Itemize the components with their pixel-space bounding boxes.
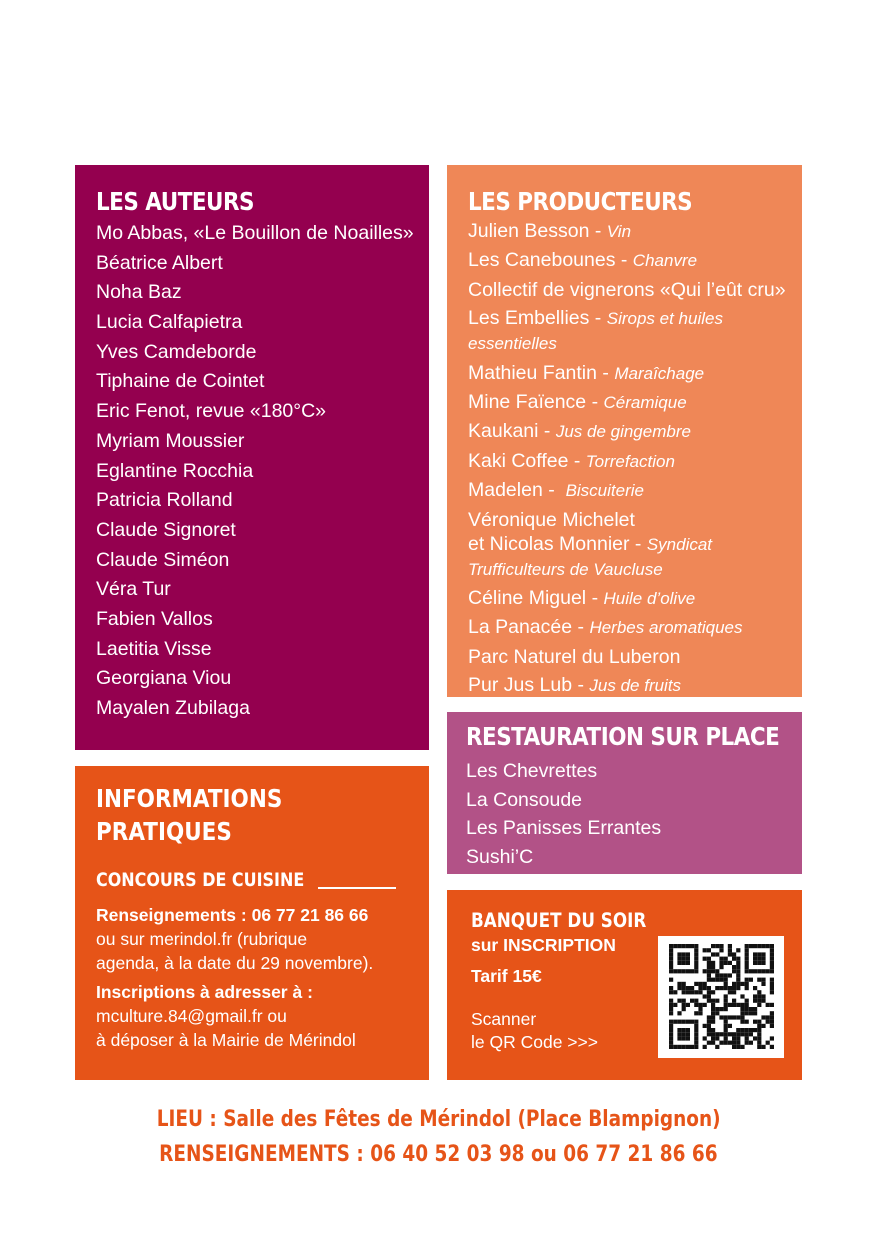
producteur-category: Vin — [606, 222, 632, 241]
producteur-category: Huile d’olive — [603, 588, 696, 608]
producteur-category: Syndicat — [646, 534, 713, 554]
producteur-category: Chanvre — [632, 251, 698, 271]
divider — [318, 887, 396, 889]
banquet-subtitle: sur INSCRIPTION — [471, 935, 616, 955]
auteurs-list — [96, 219, 429, 724]
producteurs-list — [468, 219, 802, 698]
restauration-list — [466, 758, 802, 872]
list-item: Claude Signoret — [96, 518, 236, 541]
list-item: Noha Baz — [96, 281, 182, 304]
list-item — [468, 508, 802, 582]
list-item — [468, 278, 802, 302]
separator: - — [572, 616, 590, 639]
list-item — [468, 478, 802, 503]
banquet-panel — [447, 890, 802, 1080]
producteur-name: Mathieu Fantin — [468, 361, 597, 384]
list-item — [468, 219, 802, 244]
producteur-category: Herbes aromatiques — [589, 618, 743, 638]
list-item: Eglantine Rocchia — [96, 459, 254, 482]
list-item — [468, 645, 802, 669]
producteur-name: Mine Faïence — [468, 390, 587, 413]
separator: - — [568, 449, 586, 472]
list-item — [468, 615, 802, 640]
list-item: Patricia Rolland — [96, 489, 233, 512]
auteurs-heading: LES AUTEURS — [96, 187, 254, 216]
inscriptions-label: Inscriptions à adresser à : — [96, 982, 313, 1002]
renseignements-label: Renseignements : 06 77 21 86 66 — [96, 905, 369, 925]
list-item: Les Panisses Errantes — [466, 817, 662, 839]
producteur-category-continued: Trufficulteurs de Vaucluse — [468, 559, 663, 579]
banquet-price: Tarif 15€ — [471, 966, 542, 986]
separator: - — [538, 420, 556, 443]
list-item — [468, 390, 802, 415]
producteur-name: Véronique Michelet — [468, 508, 635, 531]
qr-code[interactable] — [658, 936, 784, 1058]
renseignements-block — [96, 903, 373, 975]
producteur-category: Biscuiterie — [565, 481, 644, 501]
producteur-category: Sirops et huiles — [606, 309, 723, 329]
separator: - — [597, 361, 615, 384]
producteur-category: Jus de gingembre — [555, 422, 691, 442]
separator: - — [589, 307, 607, 330]
separator: - — [572, 674, 590, 697]
renseignements-text: agenda, à la date du 29 novembre). — [96, 953, 374, 973]
list-item: La Consoude — [466, 788, 583, 811]
list-item: Laetitia Visse — [96, 637, 212, 660]
restauration-panel — [447, 712, 802, 874]
inscriptions-block — [96, 980, 356, 1052]
scan-text: le QR Code >>> — [471, 1032, 598, 1052]
producteur-category: Torrefaction — [585, 451, 675, 471]
list-item — [468, 586, 802, 611]
concours-heading: CONCOURS DE CUISINE — [96, 869, 305, 891]
separator: - — [615, 249, 633, 272]
producteurs-panel — [447, 165, 802, 697]
informations-heading: INFORMATIONS — [96, 784, 283, 813]
separator: - — [589, 220, 607, 242]
separator: - — [542, 479, 566, 502]
producteur-category: Maraîchage — [614, 363, 705, 383]
producteur-name: Les Canebounes — [468, 249, 616, 272]
producteur-name: Pur Jus Lub — [468, 674, 573, 697]
producteur-category-continued: essentielles — [468, 334, 557, 354]
producteur-name: La Panacée — [468, 616, 573, 639]
list-item: Les Chevrettes — [466, 760, 598, 782]
auteurs-panel — [75, 165, 429, 750]
separator: - — [586, 390, 604, 413]
footer-renseignements — [0, 1142, 877, 1167]
producteurs-heading: LES PRODUCTEURS — [468, 187, 693, 216]
inscriptions-text: mculture.84@gmail.fr ou — [96, 1006, 287, 1026]
list-item: Fabien Vallos — [96, 607, 213, 630]
producteur-category: Jus de fruits — [589, 676, 682, 696]
list-item: Béatrice Albert — [96, 251, 223, 274]
producteur-name: Kaukani — [468, 420, 539, 443]
separator: - — [586, 586, 604, 609]
producteur-name: Parc Naturel du Luberon — [468, 645, 681, 668]
producteur-name: Julien Besson — [468, 220, 590, 242]
list-item — [468, 449, 802, 474]
list-item: Georgiana Viou — [96, 667, 232, 690]
list-item: Mo Abbas, «Le Bouillon de Noailles» — [96, 222, 414, 244]
list-item — [468, 248, 802, 273]
list-item — [468, 673, 802, 698]
list-item — [468, 419, 802, 444]
informations-heading-line2: PRATIQUES — [96, 817, 232, 846]
producteur-name: Céline Miguel — [468, 586, 587, 609]
scan-text: Scanner — [471, 1009, 537, 1029]
producteur-name: Madelen — [468, 479, 543, 502]
producteur-name: Les Embellies — [468, 307, 590, 330]
list-item: Lucia Calfapietra — [96, 311, 243, 334]
producteur-category: Céramique — [603, 392, 687, 412]
list-item: Yves Camdeborde — [96, 340, 257, 363]
list-item: Claude Siméon — [96, 548, 230, 571]
separator: - — [629, 532, 647, 555]
list-item: Véra Tur — [96, 578, 171, 601]
list-item: Tiphaine de Cointet — [96, 370, 265, 393]
producteur-name: Collectif de vignerons «Qui l’eût cru» — [468, 278, 786, 301]
list-item: Eric Fenot, revue «180°C» — [96, 400, 327, 423]
list-item: Sushi’C — [466, 845, 534, 868]
producteur-name-continued: et Nicolas Monnier — [468, 532, 630, 555]
renseignements-text: RENSEIGNEMENTS : 06 40 52 03 98 ou 06 77 21 86 66 — [159, 1142, 718, 1167]
banquet-heading: BANQUET DU SOIR — [471, 909, 647, 932]
list-item: Mayalen Zubilaga — [96, 697, 250, 719]
list-item — [468, 306, 802, 356]
restauration-heading: RESTAURATION SUR PLACE — [466, 722, 780, 751]
banquet-info — [471, 908, 675, 987]
list-item — [468, 361, 802, 386]
inscriptions-text: à déposer à la Mairie de Mérindol — [96, 1030, 356, 1050]
footer-lieu — [0, 1107, 877, 1132]
list-item: Myriam Moussier — [96, 429, 245, 452]
qr-code-icon — [669, 944, 774, 1049]
informations-panel — [75, 766, 429, 1080]
scan-instructions — [471, 1008, 598, 1054]
renseignements-text: ou sur merindol.fr (rubrique — [96, 929, 308, 949]
producteur-name: Kaki Coffee — [468, 449, 569, 472]
lieu-text: LIEU : Salle des Fêtes de Mérindol (Place Blampignon) — [156, 1107, 721, 1132]
